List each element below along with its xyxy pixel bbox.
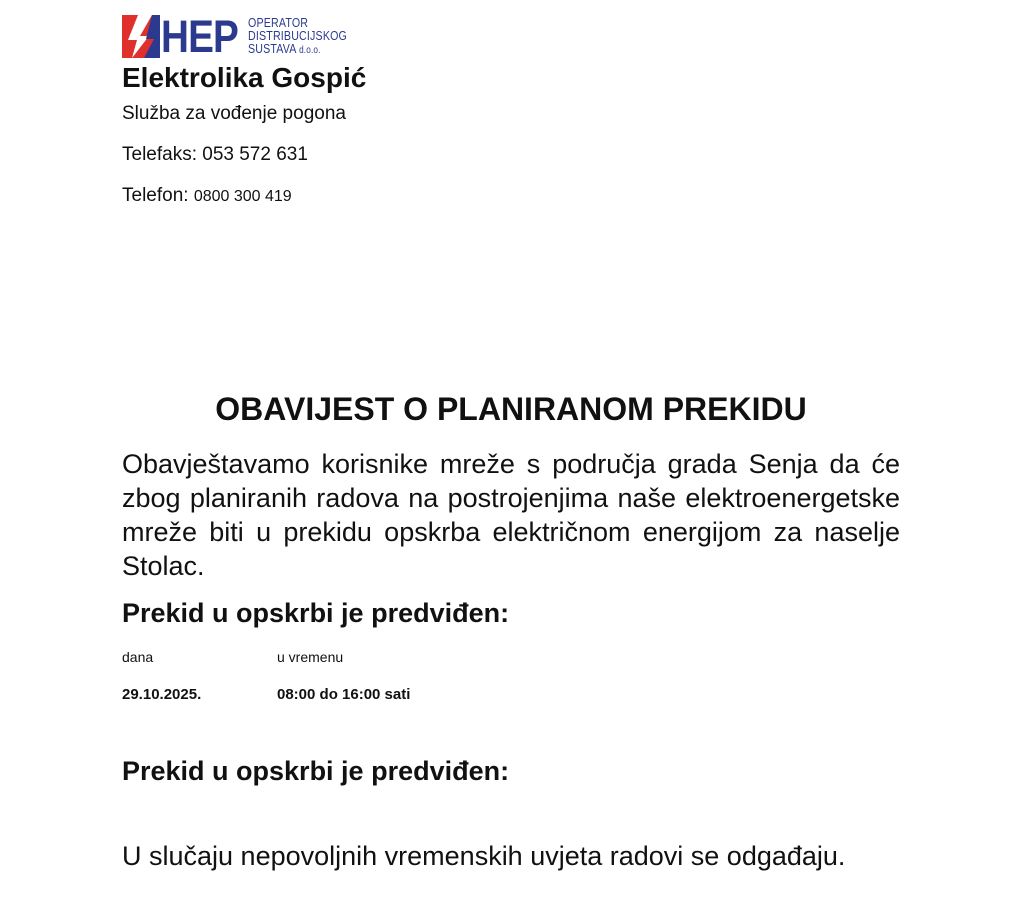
phone-number: 0800 300 419 xyxy=(193,188,292,205)
schedule-time-label: u vremenu xyxy=(277,649,344,665)
logo-line-1: OPERATOR xyxy=(248,15,309,30)
schedule-date-label: dana xyxy=(122,649,154,665)
schedule-date-value: 29.10.2025. xyxy=(122,686,202,703)
notice-intro: Obavještavamo korisnike mreže s područja grada Senja da će zbog planiranih radova na postrojenjima naše elektroenergetske mreže biti u prekidu opskrba električnom energijom za naselje Stolac. xyxy=(122,449,900,581)
phone-label: Telefon: xyxy=(122,185,189,206)
logo-suffix: d.o.o. xyxy=(299,45,321,56)
lightning-bolt-icon xyxy=(122,15,160,58)
logo-tagline xyxy=(248,16,347,57)
weather-note: U slučaju nepovoljnih vremenskih uvjeta radovi se odgađaju. xyxy=(122,841,846,871)
service-name: Služba za vođenje pogona xyxy=(122,103,346,124)
notice-title: OBAVIJEST O PLANIRANOM PREKIDU xyxy=(215,391,807,427)
outage-heading-1: Prekid u opskrbi je predviđen: xyxy=(122,598,510,628)
schedule-time-value: 08:00 do 16:00 sati xyxy=(277,686,411,703)
logo-line-2: DISTRIBUCIJSKOG xyxy=(248,28,348,43)
fax-label: Telefaks: xyxy=(122,144,197,165)
logo-brand: HEP xyxy=(161,11,238,62)
fax-line xyxy=(122,144,308,166)
fax-number: 053 572 631 xyxy=(202,144,308,165)
hep-logo xyxy=(122,11,369,62)
logo-line-3: SUSTAVA xyxy=(248,41,296,56)
outage-heading-2: Prekid u opskrbi je predviđen: xyxy=(122,756,510,786)
company-name: Elektrolika Gospić xyxy=(122,62,367,93)
phone-line xyxy=(122,185,292,207)
